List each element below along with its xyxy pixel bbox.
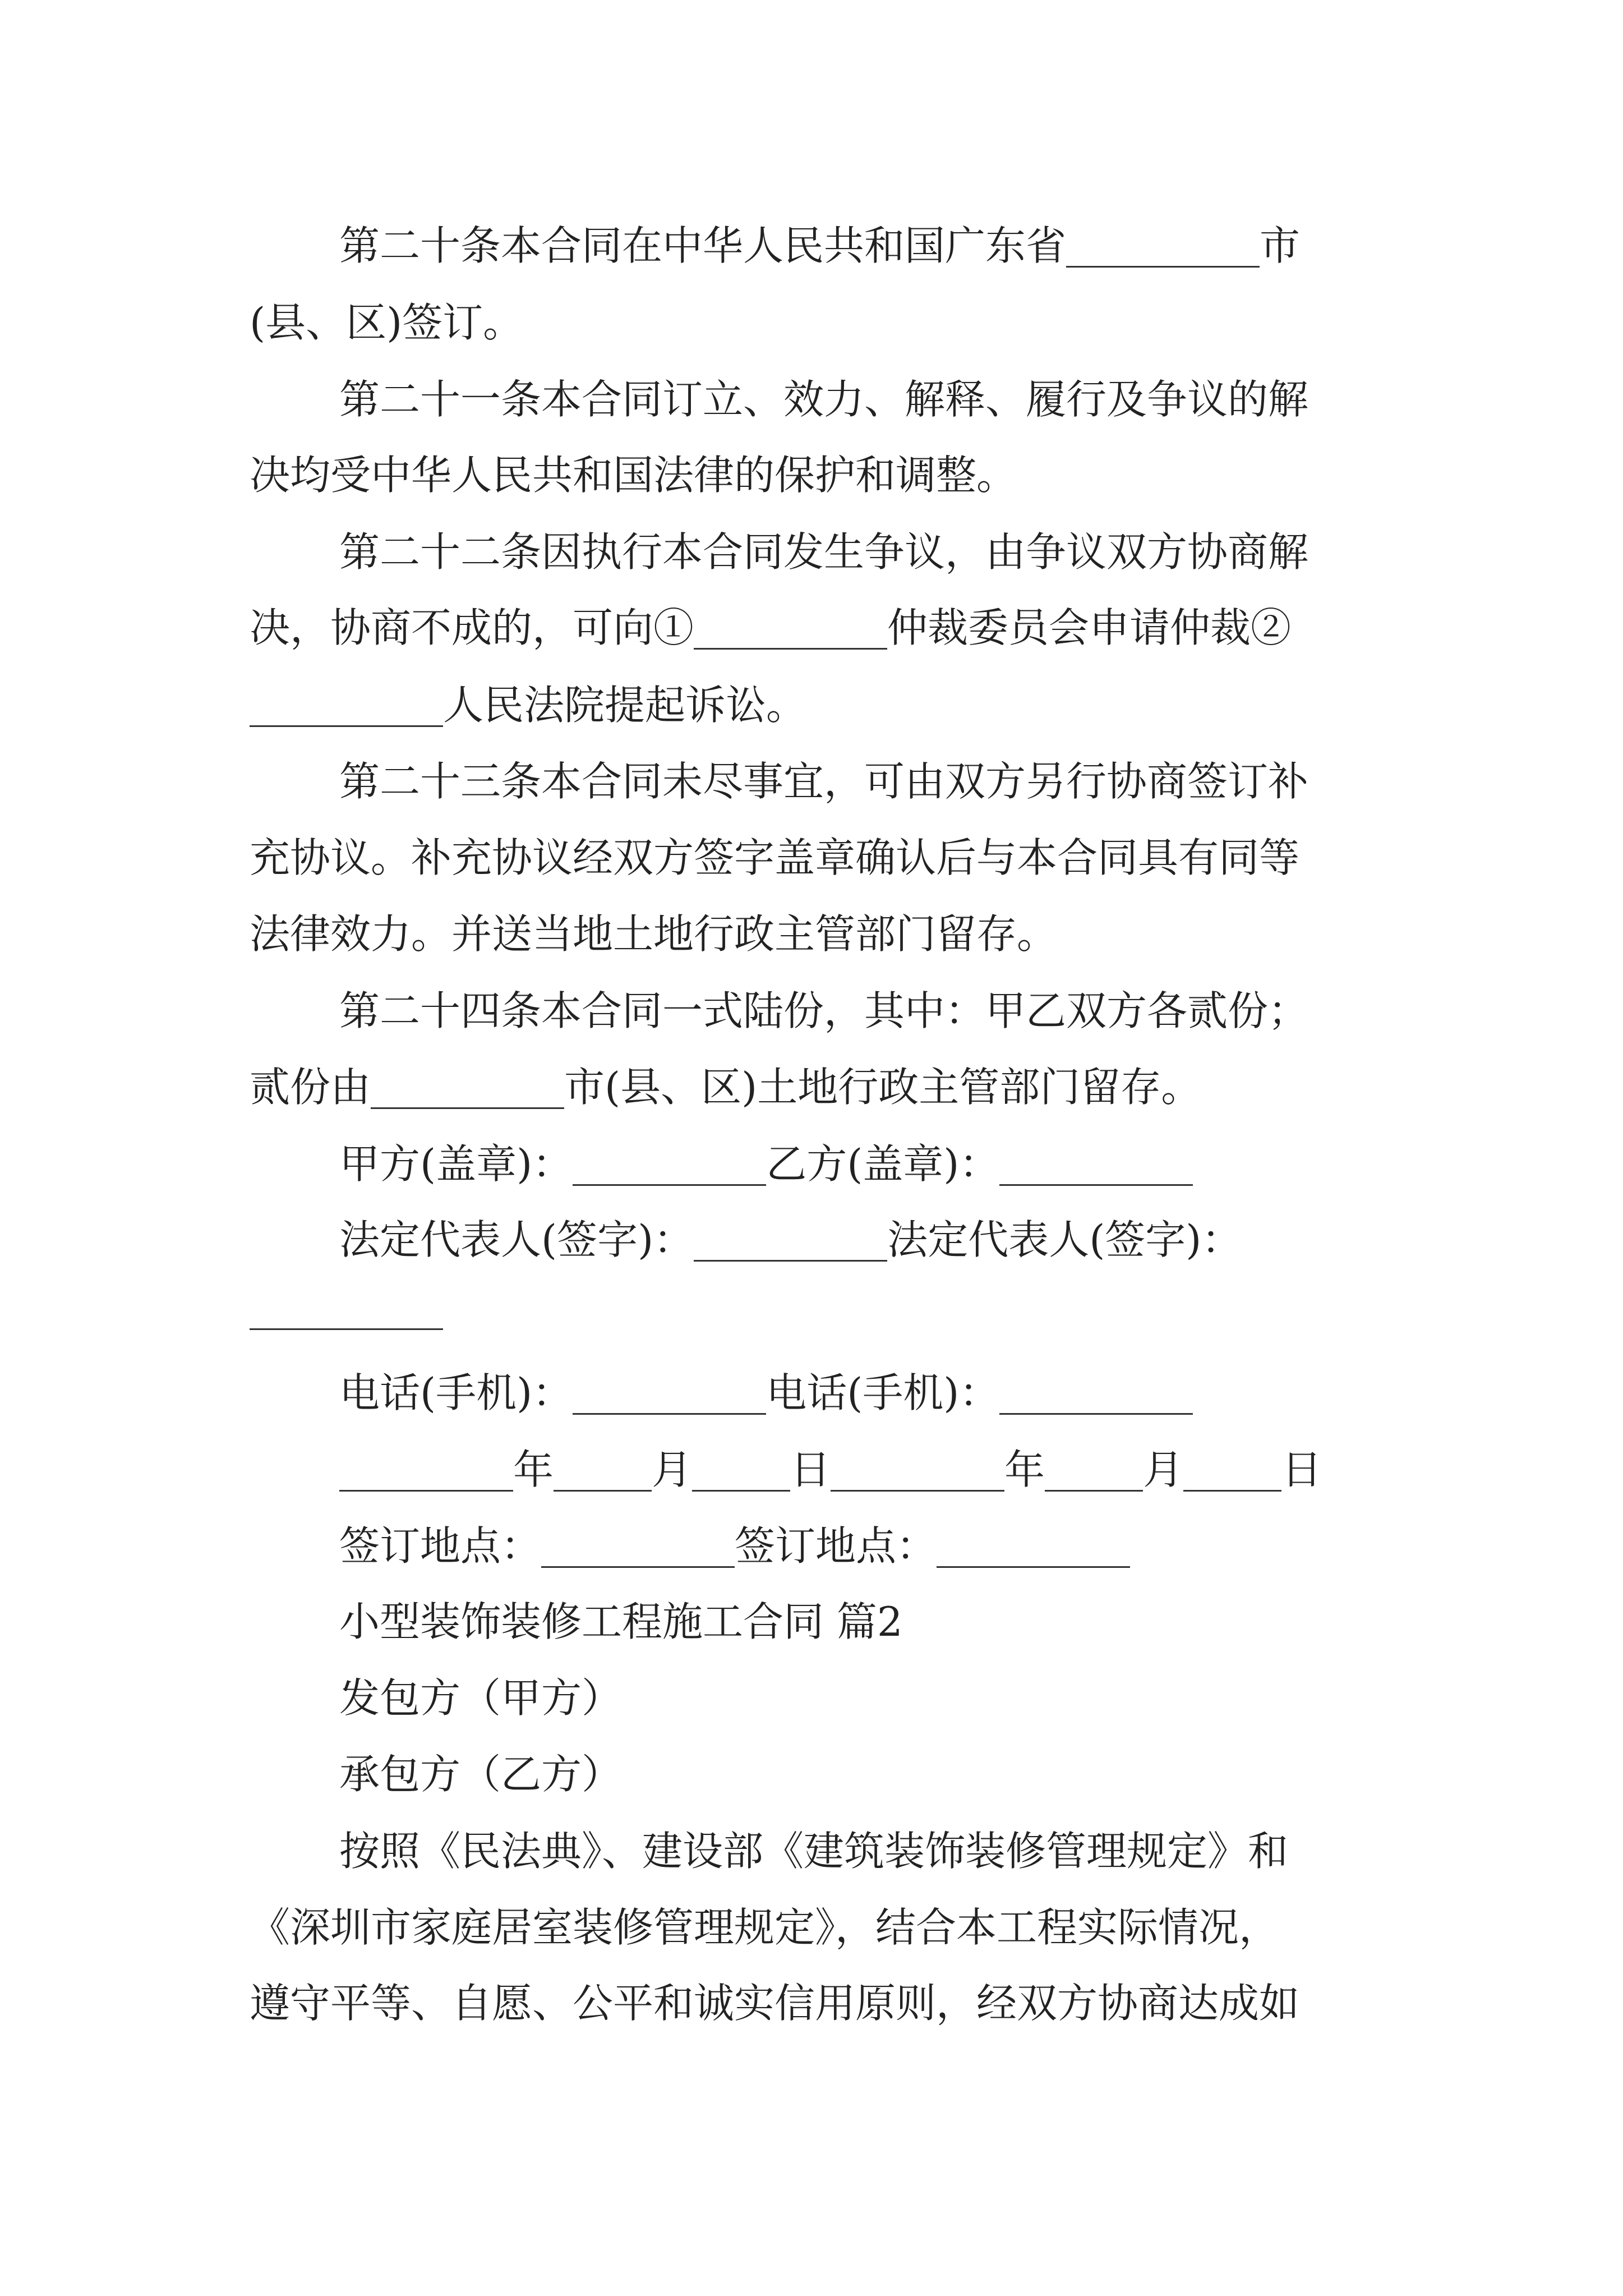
date-month-label: 月 — [1143, 1446, 1184, 1493]
signature-line-seal — [339, 1130, 1193, 1198]
text-run: 仲裁委员会申请仲裁② — [887, 604, 1292, 651]
blank-field — [999, 1138, 1193, 1178]
text-line — [250, 594, 1291, 661]
blank-field — [371, 1061, 564, 1101]
date-year-label: 年 — [513, 1446, 554, 1493]
text-line — [250, 289, 523, 356]
text-line — [250, 1970, 1299, 2037]
text-run: 决均受中华人民共和国法律的保护和调整。 — [250, 452, 1017, 499]
text-line — [250, 1053, 1201, 1121]
signature-line-phone — [339, 1359, 1193, 1427]
text-line — [339, 977, 1308, 1045]
section-title — [339, 1588, 903, 1655]
text-run: 第二十条本合同在中华人民共和国广东省 — [339, 222, 1067, 269]
signature-line-place — [339, 1512, 1130, 1580]
blank-field — [937, 1520, 1130, 1560]
party-a-place-label: 签订地点： — [339, 1522, 542, 1570]
text-run: 法律效力。并送当地土地行政主管部门留存。 — [250, 910, 1058, 958]
text-run: 第二十三条本合同未尽事宜，可由双方另行协商签订补 — [339, 758, 1309, 805]
text-run: 第二十四条本合同一式陆份，其中：甲乙双方各贰份； — [339, 987, 1309, 1034]
blank-field — [554, 1443, 652, 1484]
blank-field — [692, 1443, 790, 1484]
blank-field — [250, 679, 443, 719]
text-run: 按照《民法典》、建设部《建筑装饰装修管理规定》和 — [339, 1828, 1289, 1875]
party-a-phone-label: 电话(手机)： — [339, 1369, 573, 1416]
date-month-label: 月 — [652, 1446, 693, 1493]
text-run: 第二十一条本合同订立、效力、解释、履行及争议的解 — [339, 376, 1309, 423]
text-run: 贰份由 — [250, 1064, 371, 1111]
text-run: 市(县、区)土地行政主管部门留存。 — [564, 1064, 1202, 1111]
text-line — [250, 824, 1299, 891]
text-line — [339, 1818, 1288, 1885]
text-line — [339, 212, 1300, 279]
text-line — [250, 441, 1017, 509]
text-run: (县、区)签订。 — [250, 299, 524, 346]
text-run: 发包方（甲方） — [339, 1674, 623, 1722]
text-run: 决，协商不成的，可向① — [250, 604, 694, 651]
party-a-rep-label: 法定代表人(签字)： — [339, 1216, 694, 1263]
party-b-seal-label: 乙方(盖章)： — [766, 1140, 1000, 1188]
text-line — [339, 1741, 622, 1808]
blank-field — [573, 1366, 766, 1407]
text-line — [339, 748, 1308, 815]
blank-field — [694, 1213, 887, 1254]
date-day-label: 日 — [1281, 1446, 1322, 1493]
signature-line-representative — [339, 1206, 1242, 1273]
text-run: 承包方（乙方） — [339, 1751, 623, 1798]
blank-field — [541, 1520, 735, 1560]
party-b-phone-label: 电话(手机)： — [766, 1369, 1000, 1416]
text-run: 充协议。补充协议经双方签字盖章确认后与本合同具有同等 — [250, 834, 1300, 881]
date-day-label: 日 — [790, 1446, 831, 1493]
signature-line-date — [339, 1436, 1322, 1503]
text-run: 第二十二条因执行本合同发生争议，由争议双方协商解 — [339, 528, 1309, 576]
text-line — [250, 671, 806, 739]
blank-field — [1045, 1443, 1143, 1484]
blank-field — [1066, 219, 1260, 260]
text-run: 市 — [1260, 222, 1301, 269]
text-run: 《深圳市家庭居室装修管理规定》，结合本工程实际情况， — [250, 1904, 1280, 1951]
blank-field — [1183, 1443, 1281, 1484]
blank-field — [831, 1443, 1004, 1484]
text-line — [339, 518, 1308, 586]
text-line — [339, 1664, 622, 1732]
text-run: 人民法院提起诉讼。 — [443, 682, 807, 729]
text-line — [250, 900, 1057, 968]
text-line — [250, 1894, 1279, 1961]
date-year-label: 年 — [1004, 1446, 1045, 1493]
blank-field — [250, 1328, 443, 1330]
blank-field — [339, 1443, 513, 1484]
text-run: 小型装饰装修工程施工合同 篇2 — [339, 1598, 903, 1645]
blank-field — [694, 601, 887, 642]
blank-field — [999, 1366, 1193, 1407]
party-a-seal-label: 甲方(盖章)： — [339, 1140, 573, 1188]
text-line — [339, 366, 1308, 433]
blank-field — [573, 1138, 766, 1178]
party-b-place-label: 签订地点： — [735, 1522, 937, 1570]
text-run: 遵守平等、自愿、公平和诚实信用原则，经双方协商达成如 — [250, 1980, 1300, 2027]
party-b-rep-label: 法定代表人(签字)： — [887, 1216, 1242, 1263]
